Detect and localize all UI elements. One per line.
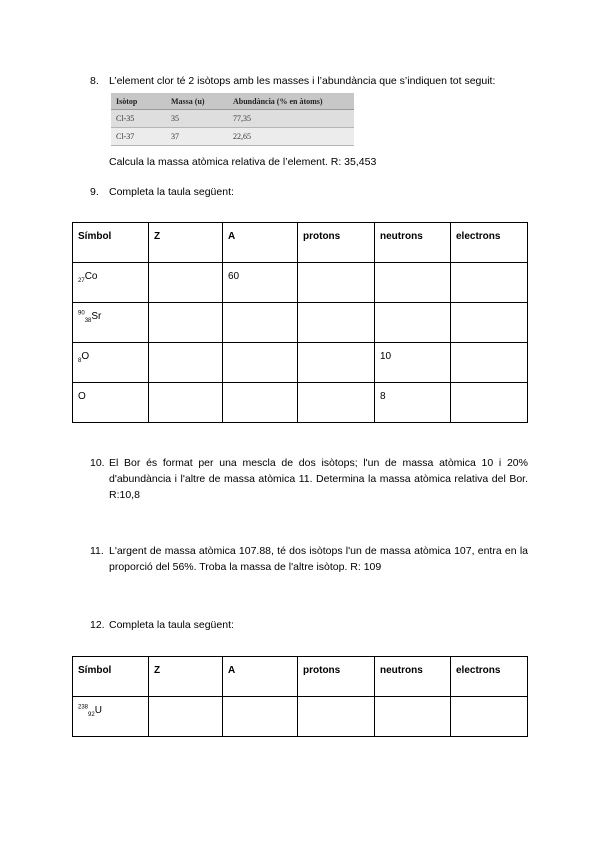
table-cell: [149, 303, 222, 311]
table-cell: Cl-35: [111, 110, 166, 128]
table-cell: [298, 697, 374, 705]
question-number: 10.: [90, 457, 105, 469]
symbol-cell: $_8$O: [78, 351, 90, 364]
table-row: [73, 343, 528, 383]
question-10: [90, 455, 528, 505]
table-header-row: [73, 657, 528, 697]
table-cell: [375, 697, 450, 705]
table-cell: [149, 343, 222, 351]
table-cell: 35: [166, 110, 228, 128]
table-cell: [451, 263, 527, 271]
header-cell: neutrons: [380, 665, 423, 676]
header-cell: Abundància (% en àtoms): [228, 93, 354, 110]
question-number: 8.: [90, 75, 99, 87]
question-text: L'argent de massa atòmica 107.88, té dos isòtops l'un de massa atòmica 107, entra en la proporció del 56%. Troba la massa de l'altre isòtop. R: 109: [109, 545, 528, 573]
question-text: Completa la taula següent:: [109, 619, 234, 631]
table-cell: 10: [380, 351, 392, 362]
symbol-cell: O: [78, 391, 86, 402]
table-cell: [451, 697, 527, 705]
header-cell: Isòtop: [111, 93, 166, 110]
table-cell: [298, 263, 374, 271]
table-cell: [223, 383, 297, 391]
question-text: El Bor és format per una mescla de dos isòtops; l'un de massa atòmica 10 i 20% d'abundància i l'altre de massa atòmica 11. Determina la massa atòmica relativa del Bor. R:10,8: [109, 457, 528, 501]
table-cell: [298, 303, 374, 311]
table-cell: [149, 383, 222, 391]
table-cell: [298, 343, 374, 351]
table-cell: [223, 697, 297, 705]
table-row: [111, 128, 354, 146]
header-cell: protons: [303, 665, 341, 676]
atom-table-12: [72, 656, 528, 737]
table-cell: [149, 263, 222, 271]
question-text: Completa la taula següent:: [109, 186, 234, 198]
table-cell: [451, 383, 527, 391]
table-row: [73, 383, 528, 423]
table-cell: 60: [228, 271, 240, 282]
table-cell: [223, 303, 297, 311]
question-text: L’element clor té 2 isòtops amb les masses i l’abundància que s’indiquen tot seguit:: [109, 75, 496, 87]
question-number: 11.: [90, 545, 104, 557]
header-cell: Símbol: [78, 231, 112, 242]
question-number: 9.: [90, 186, 99, 198]
table-cell: [223, 343, 297, 351]
header-cell: electrons: [456, 231, 501, 242]
question-8: [90, 73, 530, 89]
header-cell: protons: [303, 231, 341, 242]
header-cell: electrons: [456, 665, 501, 676]
table-row: [73, 697, 528, 737]
table-cell: [375, 303, 450, 311]
header-cell: Símbol: [78, 665, 112, 676]
header-cell: neutrons: [380, 231, 423, 242]
header-cell: Massa (u): [166, 93, 228, 110]
table-cell: Cl-37: [111, 128, 166, 146]
question-8-followup: Calcula la massa atòmica relativa de l’element. R: 35,453: [109, 156, 377, 168]
isotope-table-header: [111, 93, 354, 110]
table-cell: [375, 263, 450, 271]
question-12: [90, 617, 530, 633]
symbol-cell: $^{238}_{92}$U: [78, 704, 102, 718]
table-cell: 37: [166, 128, 228, 146]
table-row: [73, 303, 528, 343]
table-cell: 8: [380, 391, 386, 402]
question-11: [90, 543, 528, 577]
table-cell: [451, 343, 527, 351]
header-cell: Z: [154, 665, 161, 676]
table-cell: 22,65: [228, 128, 354, 146]
table-header-row: [73, 223, 528, 263]
atom-table-9: [72, 222, 528, 423]
table-row: [111, 110, 354, 128]
header-cell: Z: [154, 231, 161, 242]
isotope-table: [111, 93, 354, 146]
table-row: [73, 263, 528, 303]
table-cell: [149, 697, 222, 705]
table-cell: [298, 383, 374, 391]
question-number: 12.: [90, 619, 105, 631]
symbol-cell: $^{90}_{38}$Sr: [78, 310, 102, 324]
symbol-cell: $_{27}$Co: [78, 271, 98, 284]
header-cell: A: [228, 665, 236, 676]
table-cell: 77,35: [228, 110, 354, 128]
question-9: [90, 184, 530, 200]
header-cell: A: [228, 231, 236, 242]
table-cell: [451, 303, 527, 311]
